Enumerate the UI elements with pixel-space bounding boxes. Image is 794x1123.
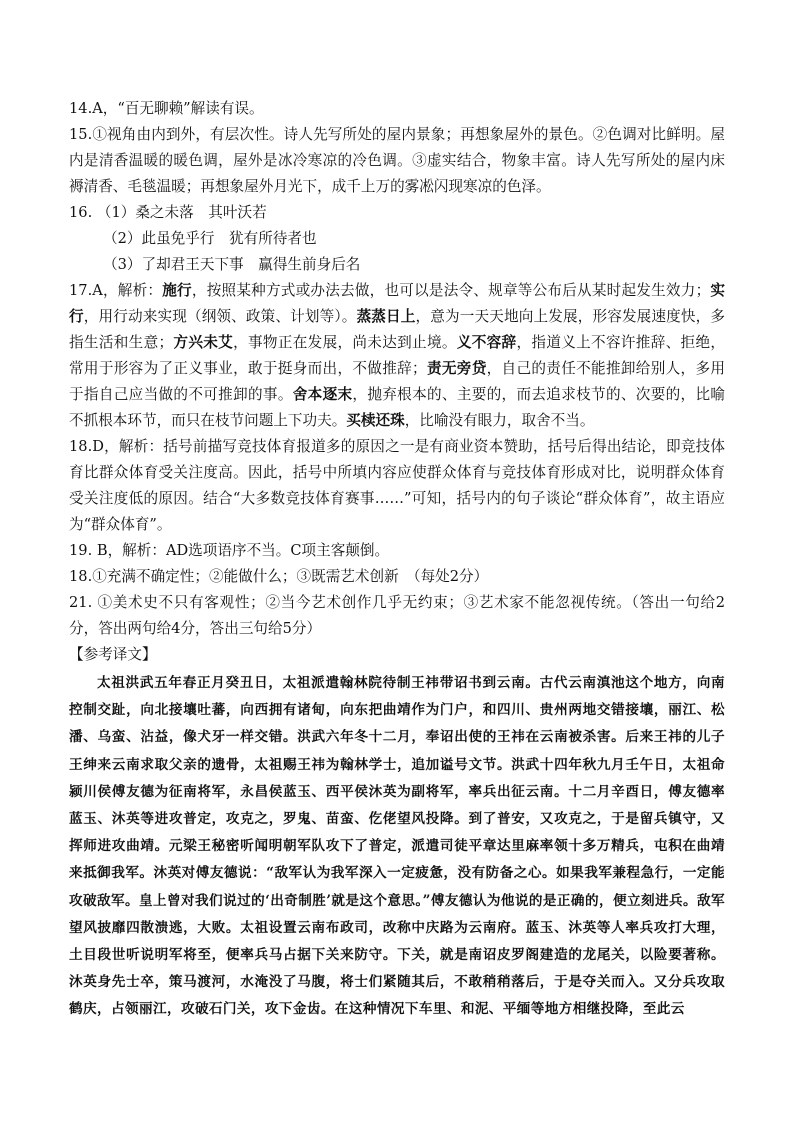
answer-17-lead: 17.A，解析： <box>69 282 163 299</box>
term-shebenzhumo: 舍本逐末 <box>292 386 353 403</box>
answer-17-text: ，按照某种方式或办法去做，也可以是法令、规章等公布后从某时起发生效力； <box>191 282 711 299</box>
answer-content <box>69 96 725 1024</box>
answer-15: 15.①视角由内到外，有层次性。诗人先写所处的屋内景象；再想象屋外的景色。②色调对比鲜明。屋内是清香温暖的暖色调，屋外是冰冷寒凉的冷色调。③虚实结合，物象丰富。诗人先写所处的屋内床褥清香、毛毯温暖；再想象屋外月光下，成千上万的雾凇闪现寒凉的色泽。 <box>69 126 725 195</box>
reference-translation-heading: 【参考译文】 <box>69 646 157 663</box>
answer-19: 19. B，解析：AD选项语序不当。C项主客颠倒。 <box>69 542 390 559</box>
term-zewupangdai: 责无旁贷 <box>426 360 487 377</box>
answer-17-text: ，抛弃根本的、主要的，而去追求枝节的、次要的，比喻不抓根本环节，而只在枝节问题上下功夫。 <box>69 386 725 429</box>
answer-17-text: ，事物正在发展，尚未达到止境。 <box>233 334 457 351</box>
term-yiburongci: 义不容辞 <box>456 334 517 351</box>
answer-17-text: ，意为一天天地向上发展，形容发展速度快，多指生活和生意； <box>69 308 725 351</box>
reference-translation-text: 太祖洪武五年春正月癸丑日，太祖派遣翰林院待制王祎带诏书到云南。古代云南滇池这个地方，向南控制交趾，向北接壤吐蕃，向西拥有诸甸，向东把曲靖作为门户，和四川、贵州两地交错接壤，丽江、松潘、乌蛮、沾益，像犬牙一样交错。洪武六年冬十二月，奉诏出使的王祎在云南被杀害。后来王祎的儿子王绅来云南求取父亲的遗骨，太祖赐王祎为翰林学士，追加谥号文节。洪武十四年秋九月壬午日，太祖命颍川侯傅友德为征南将军，永昌侯蓝玉、西平侯沐英为副将军，率兵出征云南。十二月辛酉日，傅友德率蓝玉、沐英等进攻普定，攻克之，罗鬼、苗蛮、仡佬望风投降。到了普安，又攻克之，于是留兵镇守，又挥师进攻曲靖。元梁王秘密听闻明朝军队攻下了普定，派遣司徒平章达里麻率领十多万精兵，屯积在曲靖来抵御我军。沐英对傅友德说：“敌军认为我军深入一定疲惫，没有防备之心。如果我军兼程急行，一定能攻破敌军。皇上曾对我们说过的‘出奇制胜’就是这个意思。”傅友德认为他说的是正确的，便立刻进兵。敌军望风披靡四散溃逃，大败。太祖设置云南布政司，改称中庆路为云南府。蓝玉、沐英等人率兵攻打大理，土目段世听说明军将至，便率兵马占据下关来防守。下关，就是南诏皮罗阁建造的龙尾关，以险要著称。沐英身先士卒，策马渡河，水淹没了马腹，将士们紧随其后，不敢稍稍落后，于是夺关而入。又分兵攻取鹤庆，占领丽江，攻破石门关，攻下金齿。在这种情况下车里、和泥、平缅等地方相继投降，至此云 <box>69 675 725 1018</box>
answer-17-text: ，自己的责任不能推卸给别人，多用于指自己应当做的不可推卸的事。 <box>69 360 725 403</box>
answer-14: 14.A，“百无聊赖”解读有误。 <box>69 100 264 117</box>
answer-16-line-3: （3）了却君王天下事 赢得生前身后名 <box>103 256 361 273</box>
answer-16-line-2: （2）此虽免乎行 犹有所待者也 <box>103 230 317 247</box>
answer-17-text: ，指道义上不容许推辞、拒绝，常用于形容为了正义事业，敢于挺身而出，不做推辞； <box>69 334 725 377</box>
answer-17-text: ，用行动来实现（纲领、政策、计划等）。 <box>83 308 357 325</box>
answer-17 <box>69 278 725 434</box>
answer-17-text: ，比喻没有眼力，取舍不当。 <box>404 412 595 429</box>
answer-20: 18.①充满不确定性；②能做什么；③既需艺术创新 （每处2分） <box>69 568 489 585</box>
term-fangxingweiai: 方兴未艾 <box>173 334 234 351</box>
answer-21: 21. ①美术史不只有客观性；②当今艺术创作几乎无约束；③艺术家不能忽视传统。（答出一句给2分，答出两句给4分，答出三句给5分） <box>69 594 725 637</box>
term-maiduhuanzhu: 买椟还珠 <box>346 412 405 429</box>
term-zhengzhengrishang: 蒸蒸日上 <box>356 308 416 325</box>
term-shixing-1: 施行 <box>162 282 192 299</box>
term-shixing-2: 实行 <box>69 282 725 325</box>
answer-18: 18.D，解析：括号前描写竞技体育报道多的原因之一是有商业资本赞助，括号后得出结论，即竞技体育比群众体育受关注度高。因此，括号中所填内容应使群众体育与竞技体育形成对比，说明群众体育受关注度低的原因。结合“大多数竞技体育赛事……”可知，括号内的句子谈论“群众体育”，故主语应为“群众体育”。 <box>69 438 725 533</box>
answer-16-line-1: 16. （1）桑之未落 其叶沃若 <box>69 204 267 221</box>
